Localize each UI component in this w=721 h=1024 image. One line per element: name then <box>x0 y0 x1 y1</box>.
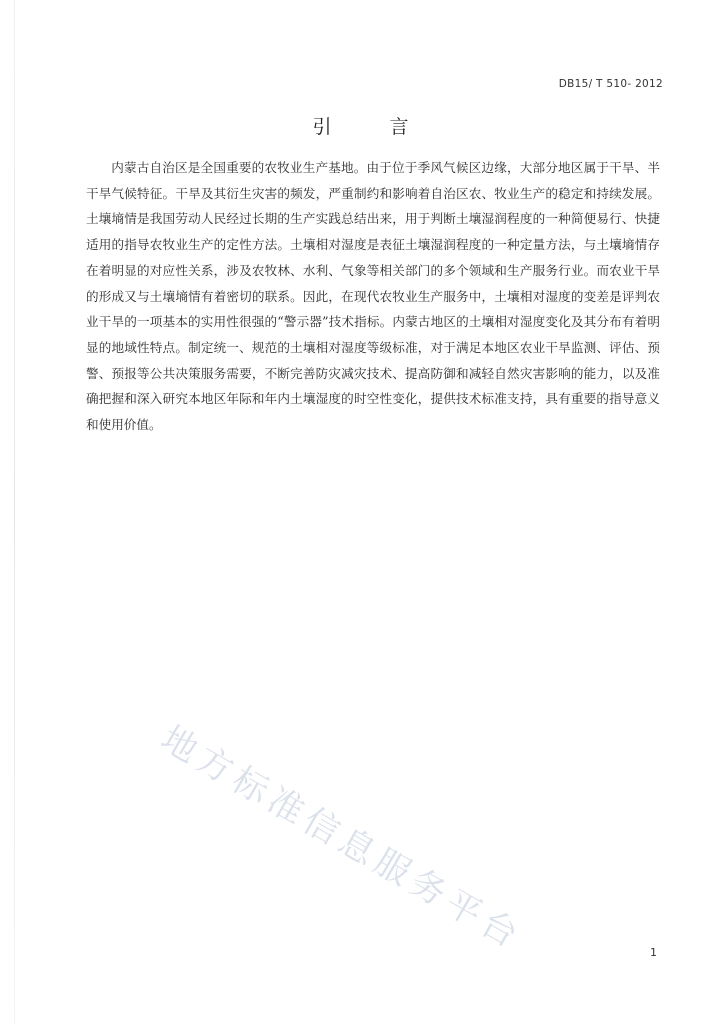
page-title: 引 言 <box>312 116 435 138</box>
introduction-paragraph: 内蒙古自治区是全国重要的农牧业生产基地。由于位于季风气候区边缘，大部分地区属于干旱、半干旱气候特征。干旱及其衍生灾害的频发，严重制约和影响着自治区农、牧业生产的稳定和持续发展。土壤墒情是我国劳动人民经过长期的生产实践总结出来，用于判断土壤湿润程度的一种简便易行、快捷适用的指导农牧业生产的定性方法。土壤相对湿度是表征土壤湿润程度的一种定量方法，与土壤墒情存在着明显的对应性关系，涉及农牧林、水利、气象等相关部门的多个领域和生产服务行业。而农业干旱的形成又与土壤墒情有着密切的联系。因此，在现代农牧业生产服务中，土壤相对湿度的变差是评判农业干旱的一项基本的实用性很强的“警示器”技术指标。内蒙古地区的土壤相对湿度变化及其分布有着明显的地域性特点。制定统一、规范的土壤相对湿度等级标准，对于满足本地区农业干旱监测、评估、预警、预报等公共决策服务需要，不断完善防灾减灾技术、提高防御和减轻自然灾害影响的能力，以及准确把握和深入研究本地区年际和年内土壤湿度的时空性变化，提供技术标准支持，具有重要的指导意义和使用价值。 <box>86 160 660 433</box>
scan-edge-shadow <box>14 0 15 1024</box>
page-number: 1 <box>650 946 657 959</box>
watermark-text: 地方标准信息服务平台 <box>154 718 530 959</box>
standard-code: DB15/ T 510- 2012 <box>558 78 663 90</box>
